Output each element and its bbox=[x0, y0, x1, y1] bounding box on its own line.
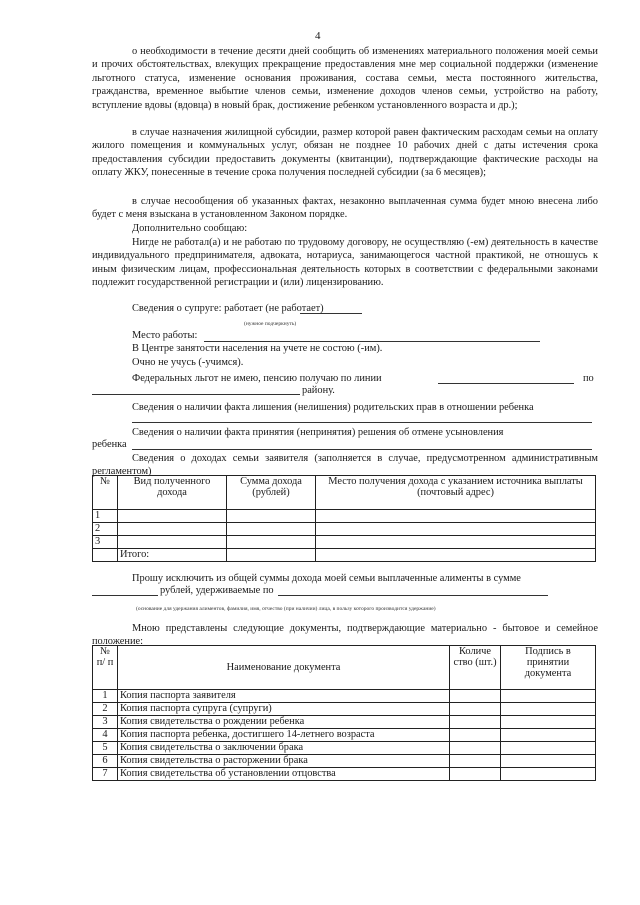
quantity-cell[interactable] bbox=[450, 755, 501, 768]
notice-paragraph-repayment: в случае несообщения об указанных фактах, незаконно выплаченная сумма будет мною внесена либо будет с меня взыскана в установленном Законом порядке. bbox=[92, 196, 598, 221]
income-amount-cell[interactable] bbox=[227, 510, 316, 523]
adoption-input-line[interactable] bbox=[132, 449, 592, 450]
table-row bbox=[93, 716, 596, 729]
docs-col-quantity: Количе ство (шт.) bbox=[450, 646, 501, 690]
benefits-by-label: по bbox=[583, 373, 594, 384]
income-total-label: Итого: bbox=[118, 549, 227, 562]
parental-rights-label: Сведения о наличии факта лишения (нелишения) родительских прав в отношении ребенка bbox=[132, 402, 534, 413]
benefits-label: Федеральных льгот не имею, пенсию получаю по линии bbox=[132, 373, 382, 384]
income-col-source: Место получения дохода с указанием источника выплаты (почтовый адрес) bbox=[316, 476, 596, 510]
quantity-cell[interactable] bbox=[450, 716, 501, 729]
alimony-basis-line[interactable] bbox=[278, 595, 548, 596]
table-row bbox=[93, 742, 596, 755]
signature-cell[interactable] bbox=[501, 690, 596, 703]
parental-rights-input-line[interactable] bbox=[132, 422, 592, 423]
signature-cell[interactable] bbox=[501, 703, 596, 716]
alimony-request: Прошу исключить из общей суммы дохода моей семьи выплаченные алименты в сумме bbox=[132, 573, 521, 584]
table-row bbox=[93, 703, 596, 716]
documents-table bbox=[92, 645, 596, 781]
quantity-cell[interactable] bbox=[450, 768, 501, 781]
table-row bbox=[93, 768, 596, 781]
row-number: 6 bbox=[93, 755, 118, 768]
income-intro: Сведения о доходах семьи заявителя (заполняется в случае, предусмотренном административным регламентом) bbox=[92, 453, 598, 478]
additional-info-heading: Дополнительно сообщаю: bbox=[132, 223, 248, 234]
row-number: 1 bbox=[93, 510, 118, 523]
income-col-amount: Сумма дохода (рублей) bbox=[227, 476, 316, 510]
row-number: 7 bbox=[93, 768, 118, 781]
row-number: 2 bbox=[93, 523, 118, 536]
income-total-amount[interactable] bbox=[227, 549, 316, 562]
document-name: Копия паспорта заявителя bbox=[118, 690, 450, 703]
income-type-cell[interactable] bbox=[118, 523, 227, 536]
spouse-field-line[interactable] bbox=[300, 313, 362, 314]
income-col-number: № bbox=[93, 476, 118, 510]
row-number: 3 bbox=[93, 716, 118, 729]
notice-paragraph-subsidy: в случае назначения жилищной субсидии, размер которой равен фактическим расходам семьи на оплату жилого помещения и коммунальных услуг, обязан не позднее 10 рабочих дней с даты истечения срока предоставления субсидии предоставить документы (квитанции), подтверждающие фактические расходы на оплату ЖКУ, понесенные в течение срока получения последней субсидии (за 6 месяцев); bbox=[92, 127, 598, 179]
signature-cell[interactable] bbox=[501, 729, 596, 742]
notice-paragraph-changes: о необходимости в течение десяти дней сообщить об изменениях материального положения моей семьи и прочих обстоятельствах, влекущих прекращение предоставления мне мер социальной поддержки (изменение льготного статуса, изменение основания проживания, состава семьи, места постоянного жительства, гражданства, временное выбытие членов семьи, изменение доходов членов семьи, устройство на работу, вступление вдовы (вдовца) в новый брак, достижение ребенком установленного возраста и др.); bbox=[92, 46, 598, 111]
document-name: Копия свидетельства о расторжении брака bbox=[118, 755, 450, 768]
docs-col-number: № п/ п bbox=[93, 646, 118, 690]
district-label: району. bbox=[302, 385, 335, 396]
income-col-type: Вид полученного дохода bbox=[118, 476, 227, 510]
alimony-hint: (основание для удержания алиментов, фамилия, имя, отчество (при наличии) лица, в пользу которого производится удержание) bbox=[136, 606, 436, 612]
signature-cell[interactable] bbox=[501, 716, 596, 729]
income-source-cell[interactable] bbox=[316, 510, 596, 523]
document-name: Копия паспорта ребенка, достигшего 14-летнего возраста bbox=[118, 729, 450, 742]
docs-col-name: Наименование документа bbox=[118, 646, 450, 690]
spouse-field-label: Сведения о супруге: работает (не работает) bbox=[132, 303, 324, 314]
docs-col-signature: Подпись в принятии документа bbox=[501, 646, 596, 690]
quantity-cell[interactable] bbox=[450, 703, 501, 716]
table-row bbox=[93, 536, 596, 549]
signature-cell[interactable] bbox=[501, 768, 596, 781]
row-number: 4 bbox=[93, 729, 118, 742]
table-row bbox=[93, 510, 596, 523]
income-source-cell[interactable] bbox=[316, 536, 596, 549]
income-type-cell[interactable] bbox=[118, 536, 227, 549]
document-name: Копия свидетельства об установлении отцовства bbox=[118, 768, 450, 781]
employment-statement: Нигде не работал(а) и не работаю по трудовому договору, не осуществляю (-ем) деятельность в качестве индивидуального предпринимателя, адвоката, нотариуса, занимающегося частной практикой, не отношусь к иным физическим лицам, профессиональная деятельность которых в соответствии с федеральными законами подлежит государственной регистрации и (или) лицензированию. bbox=[92, 237, 598, 289]
adoption-child-label: ребенка bbox=[92, 439, 127, 450]
document-name: Копия свидетельства о рождении ребенка bbox=[118, 716, 450, 729]
documents-intro: Мною представлены следующие документы, подтверждающие материально - бытовое и семейное положение: bbox=[92, 623, 598, 648]
income-type-cell[interactable] bbox=[118, 510, 227, 523]
document-name: Копия паспорта супруга (супруги) bbox=[118, 703, 450, 716]
income-amount-cell[interactable] bbox=[227, 523, 316, 536]
row-number: 5 bbox=[93, 742, 118, 755]
table-row bbox=[93, 549, 596, 562]
signature-cell[interactable] bbox=[501, 742, 596, 755]
row-number: 2 bbox=[93, 703, 118, 716]
row-number: 1 bbox=[93, 690, 118, 703]
study-statement: Очно не учусь (-учимся). bbox=[132, 357, 244, 368]
row-number: 3 bbox=[93, 536, 118, 549]
quantity-cell[interactable] bbox=[450, 729, 501, 742]
quantity-cell[interactable] bbox=[450, 690, 501, 703]
alimony-basis-label: рублей, удерживаемые по bbox=[160, 585, 274, 596]
income-table bbox=[92, 475, 596, 562]
signature-cell[interactable] bbox=[501, 755, 596, 768]
district-input-line[interactable] bbox=[92, 394, 300, 395]
page-number: 4 bbox=[315, 30, 321, 42]
quantity-cell[interactable] bbox=[450, 742, 501, 755]
table-row bbox=[93, 755, 596, 768]
income-source-cell[interactable] bbox=[316, 523, 596, 536]
pension-line-input[interactable] bbox=[438, 383, 574, 384]
adoption-label: Сведения о наличии факта принятия (непринятия) решения об отмене усыновления bbox=[132, 427, 504, 438]
employment-center-statement: В Центре занятости населения на учете не состою (-им). bbox=[132, 343, 383, 354]
table-row bbox=[93, 690, 596, 703]
table-row bbox=[93, 729, 596, 742]
income-amount-cell[interactable] bbox=[227, 536, 316, 549]
spouse-field-hint: (нужное подчеркнуть) bbox=[244, 321, 297, 327]
table-row bbox=[93, 523, 596, 536]
workplace-label: Место работы: bbox=[132, 330, 198, 341]
document-name: Копия свидетельства о заключении брака bbox=[118, 742, 450, 755]
alimony-amount-line[interactable] bbox=[92, 595, 158, 596]
